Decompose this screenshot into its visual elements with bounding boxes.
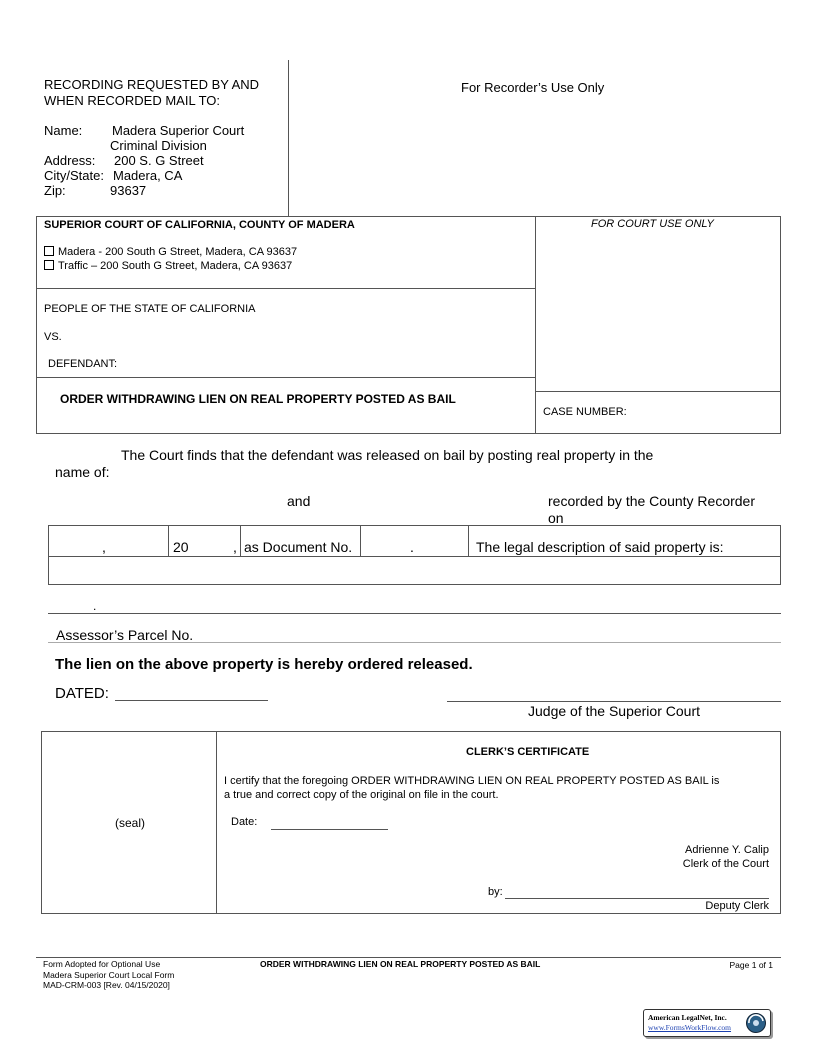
recorded-by-label: recorded by the County Recorder: [548, 493, 755, 509]
clerk-title: Clerk of the Court: [682, 858, 769, 870]
legal-period: .: [93, 599, 97, 613]
dated-line[interactable]: [115, 700, 268, 701]
name-value1: Madera Superior Court: [112, 123, 245, 138]
clerk-name: Adrienne Y. Calip: [685, 844, 769, 856]
name-label: Name:: [44, 123, 83, 138]
date-comma: ,: [102, 539, 106, 555]
deputy-label: Deputy Clerk: [705, 900, 769, 912]
lien-released-statement: The lien on the above property is hereby ordered released.: [55, 656, 473, 673]
doc-col-divider1: [168, 525, 169, 556]
year-comma: ,: [233, 539, 237, 555]
option-traffic-label: Traffic – 200 South G Street, Madera, CA 93637: [58, 260, 293, 272]
legal-description-line: [48, 613, 781, 614]
doc-col-divider4: [468, 525, 469, 556]
header-divider: [288, 60, 289, 216]
judge-signature-line[interactable]: [447, 701, 781, 702]
address-value: 200 S. G Street: [114, 153, 204, 168]
dated-label: DATED:: [55, 685, 109, 702]
findings-line1: The Court finds that the defendant was released on bail by posting real property in the: [121, 447, 654, 463]
seal-label: (seal): [115, 816, 146, 830]
court-title: SUPERIOR COURT OF CALIFORNIA, COUNTY OF MADERA: [44, 219, 355, 231]
address-label: Address:: [44, 153, 96, 168]
footer-left3: MAD-CRM-003 [Rev. 04/15/2020]: [43, 980, 170, 990]
footer-left2: Madera Superior Court Local Form: [43, 969, 175, 980]
doc-period: .: [410, 539, 414, 555]
recording-line2: WHEN RECORDED MAIL TO:: [44, 93, 221, 108]
on-label: on: [548, 510, 564, 526]
people-label: PEOPLE OF THE STATE OF CALIFORNIA: [44, 303, 256, 315]
by-label: by:: [488, 886, 503, 898]
apn-line: [48, 642, 781, 643]
americanlegalnet-logo[interactable]: [643, 1009, 771, 1037]
logo-line2: www.FormsWorkFlow.com: [648, 1023, 732, 1032]
clerk-certificate-title: CLERK’S CERTIFICATE: [466, 746, 590, 758]
caption-hline1: [36, 288, 535, 289]
vs-label: VS.: [44, 331, 62, 343]
cert-line2: a true and correct copy of the original on file in the court.: [224, 789, 499, 801]
clerk-divider: [216, 731, 217, 914]
zip-value: 93637: [110, 183, 147, 198]
caption-divider: [535, 216, 536, 434]
option-madera[interactable]: [44, 246, 297, 258]
cert-date-line[interactable]: [271, 829, 388, 830]
judge-label: Judge of the Superior Court: [528, 703, 700, 719]
order-title: ORDER WITHDRAWING LIEN ON REAL PROPERTY POSTED AS BAIL: [60, 392, 456, 406]
city-value: Madera, CA: [113, 168, 183, 183]
logo-globe-icon: [745, 1012, 767, 1034]
footer-left: [43, 959, 174, 991]
recorders-use-label: For Recorder’s Use Only: [461, 80, 605, 95]
footer-page: Page 1 of 1: [729, 960, 773, 970]
case-number-label: CASE NUMBER:: [543, 406, 627, 418]
clerk-certificate-box: [41, 731, 781, 914]
defendant-label: DEFENDANT:: [48, 358, 118, 370]
cert-line1: I certify that the foregoing ORDER WITHDRAWING LIEN ON REAL PROPERTY POSTED AS BAIL is: [224, 775, 720, 787]
caption-hline2: [36, 377, 535, 378]
as-document-no: as Document No.: [244, 539, 353, 555]
and-label: and: [287, 493, 311, 509]
deputy-signature-line[interactable]: [505, 898, 769, 899]
logo-line1: American LegalNet, Inc.: [648, 1013, 727, 1022]
option-traffic[interactable]: [44, 260, 292, 272]
caption-hline3: [535, 391, 781, 392]
apn-label: Assessor’s Parcel No.: [56, 627, 194, 643]
madera-checkbox[interactable]: [44, 246, 54, 256]
option-madera-label: Madera - 200 South G Street, Madera, CA 93637: [58, 246, 298, 258]
document-table-hline: [48, 556, 781, 557]
recording-line1: RECORDING REQUESTED BY AND: [44, 77, 260, 92]
name-value2: Criminal Division: [110, 138, 207, 153]
document-table: [48, 525, 781, 585]
zip-label: Zip:: [44, 183, 66, 198]
cert-date-label: Date:: [231, 816, 258, 828]
doc-col-divider3: [360, 525, 361, 556]
traffic-checkbox[interactable]: [44, 260, 54, 270]
doc-col-divider2: [240, 525, 241, 556]
city-label: City/State:: [44, 168, 104, 183]
footer-center: ORDER WITHDRAWING LIEN ON REAL PROPERTY POSTED AS BAIL: [260, 959, 541, 969]
recording-requested-block: [44, 77, 259, 109]
footer-left1: Form Adopted for Optional Use: [43, 959, 161, 969]
footer-line: [36, 957, 781, 958]
year-prefix: 20: [173, 539, 189, 555]
legal-description-label: The legal description of said property is:: [476, 539, 724, 555]
court-use-only: FOR COURT USE ONLY: [591, 218, 714, 230]
findings-line2: name of:: [55, 464, 110, 480]
